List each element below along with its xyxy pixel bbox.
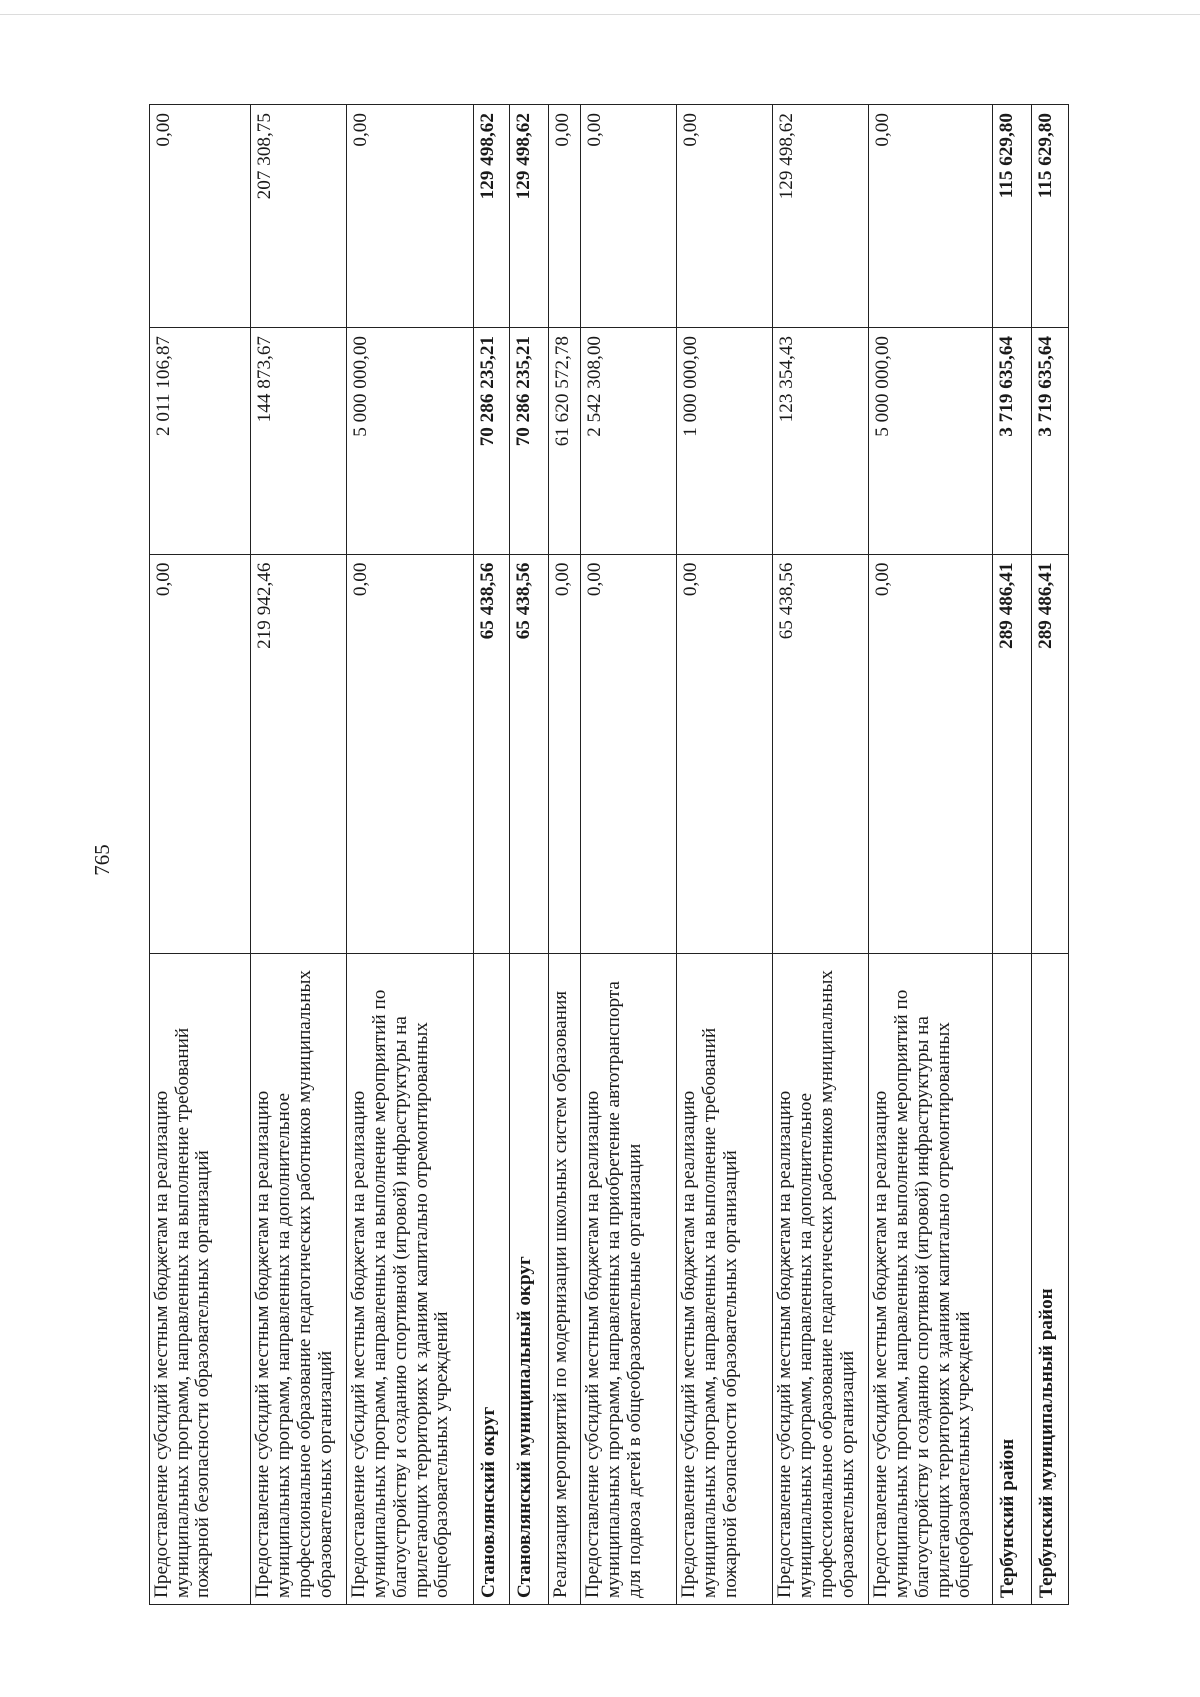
table-row-subtotal	[473, 105, 510, 1605]
value-cell-3: 0,00	[869, 105, 993, 328]
budget-table	[149, 104, 1069, 1605]
value-cell-3: 129 498,62	[473, 105, 510, 328]
value-cell-1: 0,00	[347, 554, 473, 954]
value-cell-1: 289 486,41	[1032, 554, 1069, 954]
scan-top-edge	[0, 14, 1200, 15]
value-cell-2: 2 542 308,00	[581, 327, 677, 554]
table-row	[773, 105, 869, 1605]
value-cell-3: 0,00	[581, 105, 677, 328]
value-cell-2: 1 000 000,00	[677, 327, 773, 554]
row-name-cell: Предоставление субсидий местным бюджетам на реализацию муниципальных программ, направленных на дополнительное профессиональное образование педагогических работников муниципальных образовательных организаций	[773, 954, 869, 1605]
value-cell-1: 289 486,41	[993, 554, 1032, 954]
table-row	[150, 105, 251, 1605]
value-cell-2: 61 620 572,78	[549, 327, 581, 554]
value-cell-2: 70 286 235,21	[510, 327, 549, 554]
table-row	[549, 105, 581, 1605]
value-cell-3: 129 498,62	[773, 105, 869, 328]
row-name-cell: Реализация мероприятий по модернизации школьных систем образования	[549, 954, 581, 1605]
row-name-cell: Тербунский муниципальный район	[1032, 954, 1069, 1605]
table-row	[581, 105, 677, 1605]
value-cell-1: 0,00	[677, 554, 773, 954]
table-row-subtotal	[993, 105, 1032, 1605]
row-name-cell: Становлянский округ	[473, 954, 510, 1605]
value-cell-3: 129 498,62	[510, 105, 549, 328]
table-row-subtotal	[510, 105, 549, 1605]
value-cell-2: 3 719 635,64	[1032, 327, 1069, 554]
value-cell-1: 65 438,56	[510, 554, 549, 954]
value-cell-1: 0,00	[150, 554, 251, 954]
value-cell-1: 0,00	[581, 554, 677, 954]
value-cell-3: 0,00	[347, 105, 473, 328]
row-name-cell: Предоставление субсидий местным бюджетам на реализацию муниципальных программ, направленных на выполнение мероприятий по благоустройству и созданию спортивной (игровой) инфраструктуры на прилегающих территориях к зданиям капитально отремонтированных общеобразовательных учреждений	[869, 954, 993, 1605]
value-cell-1: 219 942,46	[251, 554, 347, 954]
value-cell-2: 123 354,43	[773, 327, 869, 554]
value-cell-2: 144 873,67	[251, 327, 347, 554]
table-row	[347, 105, 473, 1605]
row-name-cell: Предоставление субсидий местным бюджетам на реализацию муниципальных программ, направленных на дополнительное профессиональное образование педагогических работников муниципальных образовательных организаций	[251, 954, 347, 1605]
value-cell-2: 5 000 000,00	[347, 327, 473, 554]
row-name-cell: Предоставление субсидий местным бюджетам на реализацию муниципальных программ, направленных на выполнение требований пожарной безопасности образовательных организаций	[150, 954, 251, 1605]
value-cell-3: 0,00	[549, 105, 581, 328]
table-row	[251, 105, 347, 1605]
row-name-cell: Предоставление субсидий местным бюджетам на реализацию муниципальных программ, направленных на выполнение мероприятий по благоустройству и созданию спортивной (игровой) инфраструктуры на прилегающих территориях к зданиям капитально отремонтированных общеобразовательных учреждений	[347, 954, 473, 1605]
value-cell-3: 207 308,75	[251, 105, 347, 328]
value-cell-2: 3 719 635,64	[993, 327, 1032, 554]
table-row	[869, 105, 993, 1605]
value-cell-2: 70 286 235,21	[473, 327, 510, 554]
table-row-subtotal	[1032, 105, 1069, 1605]
row-name-cell: Предоставление субсидий местным бюджетам на реализацию муниципальных программ, направленных на выполнение требований пожарной безопасности образовательных организаций	[677, 954, 773, 1605]
value-cell-1: 0,00	[549, 554, 581, 954]
page-number: 765	[90, 844, 114, 876]
value-cell-3: 115 629,80	[993, 105, 1032, 328]
value-cell-3: 0,00	[677, 105, 773, 328]
row-name-cell: Предоставление субсидий местным бюджетам на реализацию муниципальных программ, направленных на приобретение автотранспорта для подвоза детей в общеобразовательные организации	[581, 954, 677, 1605]
table-row	[677, 105, 773, 1605]
row-name-cell: Становлянский муниципальный округ	[510, 954, 549, 1605]
value-cell-3: 115 629,80	[1032, 105, 1069, 328]
value-cell-2: 2 011 106,87	[150, 327, 251, 554]
value-cell-1: 0,00	[869, 554, 993, 954]
row-name-cell: Тербунский район	[993, 954, 1032, 1605]
value-cell-3: 0,00	[150, 105, 251, 328]
value-cell-1: 65 438,56	[773, 554, 869, 954]
value-cell-1: 65 438,56	[473, 554, 510, 954]
value-cell-2: 5 000 000,00	[869, 327, 993, 554]
